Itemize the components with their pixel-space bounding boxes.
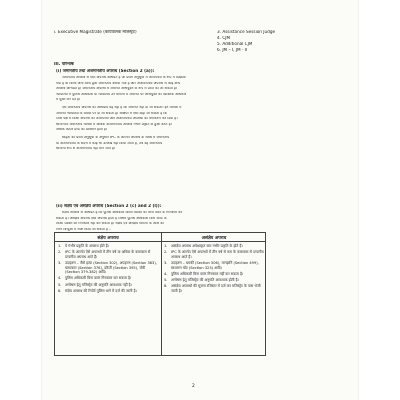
header-right-item: 6. JM – I, JM - II xyxy=(217,48,248,52)
list-item: 5. अन्वेषण हेतु मजिस्ट्रेट की अनुमति आवश्यक होती है। xyxy=(164,277,239,282)
paragraph-line: जमानत न्यायालय के विवेक पर दी जा सकती है। संक्षिप्त में ऐसा कहा जा सकता है कि xyxy=(56,111,168,115)
list-item: 2. IPC के अंतर्गत ऐसे अपराधों में तीन वर्ष से कम के कारावास से दण्डनीय अपराध आते हैं। xyxy=(164,250,264,259)
document-page xyxy=(42,0,358,400)
paragraph-line: न्यायालय में पुलिस अधिकारी या न्यायालय उन मामलों में जमानत पर अभियुक्त का व्यक्तिक अधिकार xyxy=(56,92,187,96)
table-column-left xyxy=(58,244,158,295)
header-right-item: 5. Additional CJM xyxy=(217,42,253,46)
paragraph-line: जमानतीय अपराध से ऐसा अपराध अभिप्रेत है जो प्रथम अनुसूची में जमानतीय के रूप में दिखाया xyxy=(62,76,186,79)
section-label: III. परिभाषा xyxy=(54,62,75,66)
section-title: (ii) संज्ञेय एवं असंज्ञेय अपराध (Section 2 (c) and 2 (l)): xyxy=(56,204,162,208)
header-divider xyxy=(55,241,265,242)
table-column-right xyxy=(164,244,264,295)
table-header-left: संज्ञेय अपराध xyxy=(97,235,119,241)
table-header-right: असंज्ञेय अपराध xyxy=(201,235,227,241)
header-right-item: 3. Assistance Session Judge xyxy=(217,30,276,34)
paragraph-line: जिस पक्ष में किसी अपराध का जमानतीय और अजमानतीय अपराधों का वर्गीकरण कर दिया है। xyxy=(56,117,178,120)
paragraph-line: सामान्यतः जमानतीय मामलों में अधिक अजमानतीय अपराध गंभीर प्रकृति के हुआ करते हैं। xyxy=(56,122,172,126)
section-title: (i) जमानतीय तथा अजमानतीय अपराध (Section 2 (a)): xyxy=(56,69,155,73)
list-item: 6. संज्ञेय अपराध की रिपोर्ट पुलिस थाने में दर्ज की जाती है। xyxy=(58,288,137,293)
paragraph-line: ऐसे जमानतीय अपराध का अभिप्राय यह नहीं है कि जमानत नहीं दी जा सकती। इन मामलों में xyxy=(62,106,182,109)
paragraph-line: संहिता की प्रथम अनुसूची के अनुसार IPC के अंतर्गत अपराध के संबंध में जमानतीय xyxy=(62,136,170,139)
list-item: 6. असंज्ञेय अपराधों की सूचना रजिस्टर में दर्ज कर मजिस्ट्रेट के पास भेजी जाती है। xyxy=(164,284,261,293)
paragraph-line: सकता है। असंज्ञेय अपराध ऐसा अपराध होता है जिसमें पुलिस अधिकारी बिना वारंट के xyxy=(56,216,167,220)
list-item: 3. उदाहरण – धमकी (Section 506), मानहानि (Section 499), साधारण चोट (Section 323) आदि। xyxy=(164,260,259,270)
header-right-item: 4. CJM xyxy=(217,36,231,40)
header-left-item: i. Executive Magistrate (कार्यपालक मजिस्ट्रेट) xyxy=(54,30,137,34)
list-item: 3. उदाहरण – जैसे हत्या (Section 302), अपहरण (Section 363), बलात्कार (Section 376), डकैती (Section 395), चोरी (Section 379-382) आदि। xyxy=(58,260,157,275)
comparison-table xyxy=(54,232,266,356)
list-item: 1. ये गंभीर प्रकृति के अपराध होते हैं। xyxy=(58,244,109,248)
paragraph-line: या अजमानतीय के संदर्भ में कोई भी उल्लेख नहीं किया जाता है, तब वह जमानतीय xyxy=(56,141,163,145)
list-item: 5. अन्वेषण हेतु मजिस्ट्रेट की अनुमति आवश्यक नहीं है। xyxy=(58,282,132,287)
paragraph-line: निम्न बिन्दुओं में स्पष्ट किया जा सकता है – xyxy=(56,227,111,231)
paragraph-line: में मुक्त कर देते हैं। xyxy=(56,98,81,101)
list-item: 4. पुलिस अधिकारी बिना वारंट गिरफ्तार नहीं कर सकता है। xyxy=(164,271,244,276)
paragraph-line: अधिक कठोर दण्ड का प्रावधान होता है। xyxy=(56,128,108,131)
paragraph-line: सामान्य रूप से अजमानतीय नहीं माने जाते हैं। xyxy=(56,147,116,150)
paragraph-line: संज्ञेय अपराध से अभिप्रेत है कि पुलिस अधिकारी किसी व्यक्ति को बिना वारंट के गिरफ्तार कर xyxy=(62,211,183,214)
page-number: 2 xyxy=(192,384,195,389)
paragraph-line: गया है या किसी अन्य विधि द्वारा जमानतीय बनाया गया है और अजमानतीय अपराध से कोई अन्य xyxy=(56,81,181,85)
list-item: 2. IPC के अंतर्गत ऐसे अपराधों में तीन वर्ष या अधिक के कारावास से दण्डनीय अपराध आते हैं। xyxy=(58,250,151,259)
paragraph-line: किसी व्यक्ति को गिरफ्तार नहीं कर सकता है। संज्ञेय एवं असंज्ञेय मामलों के अंतर को xyxy=(56,222,164,225)
list-item: 4. पुलिस अधिकारी बिना वारंट गिरफ्तार कर सकता है। xyxy=(58,276,132,281)
paragraph-line: अपराध अभिप्रेत है। जमानतीय अपराध में जमानत अभियुक्त के रूप में प्राप्त की जा सकती है। xyxy=(56,87,178,90)
column-divider xyxy=(161,233,162,355)
list-item: 1. असंज्ञेय अपराध अपेक्षाकृत कम गंभीर प्रकृति के होते हैं। xyxy=(164,244,243,248)
